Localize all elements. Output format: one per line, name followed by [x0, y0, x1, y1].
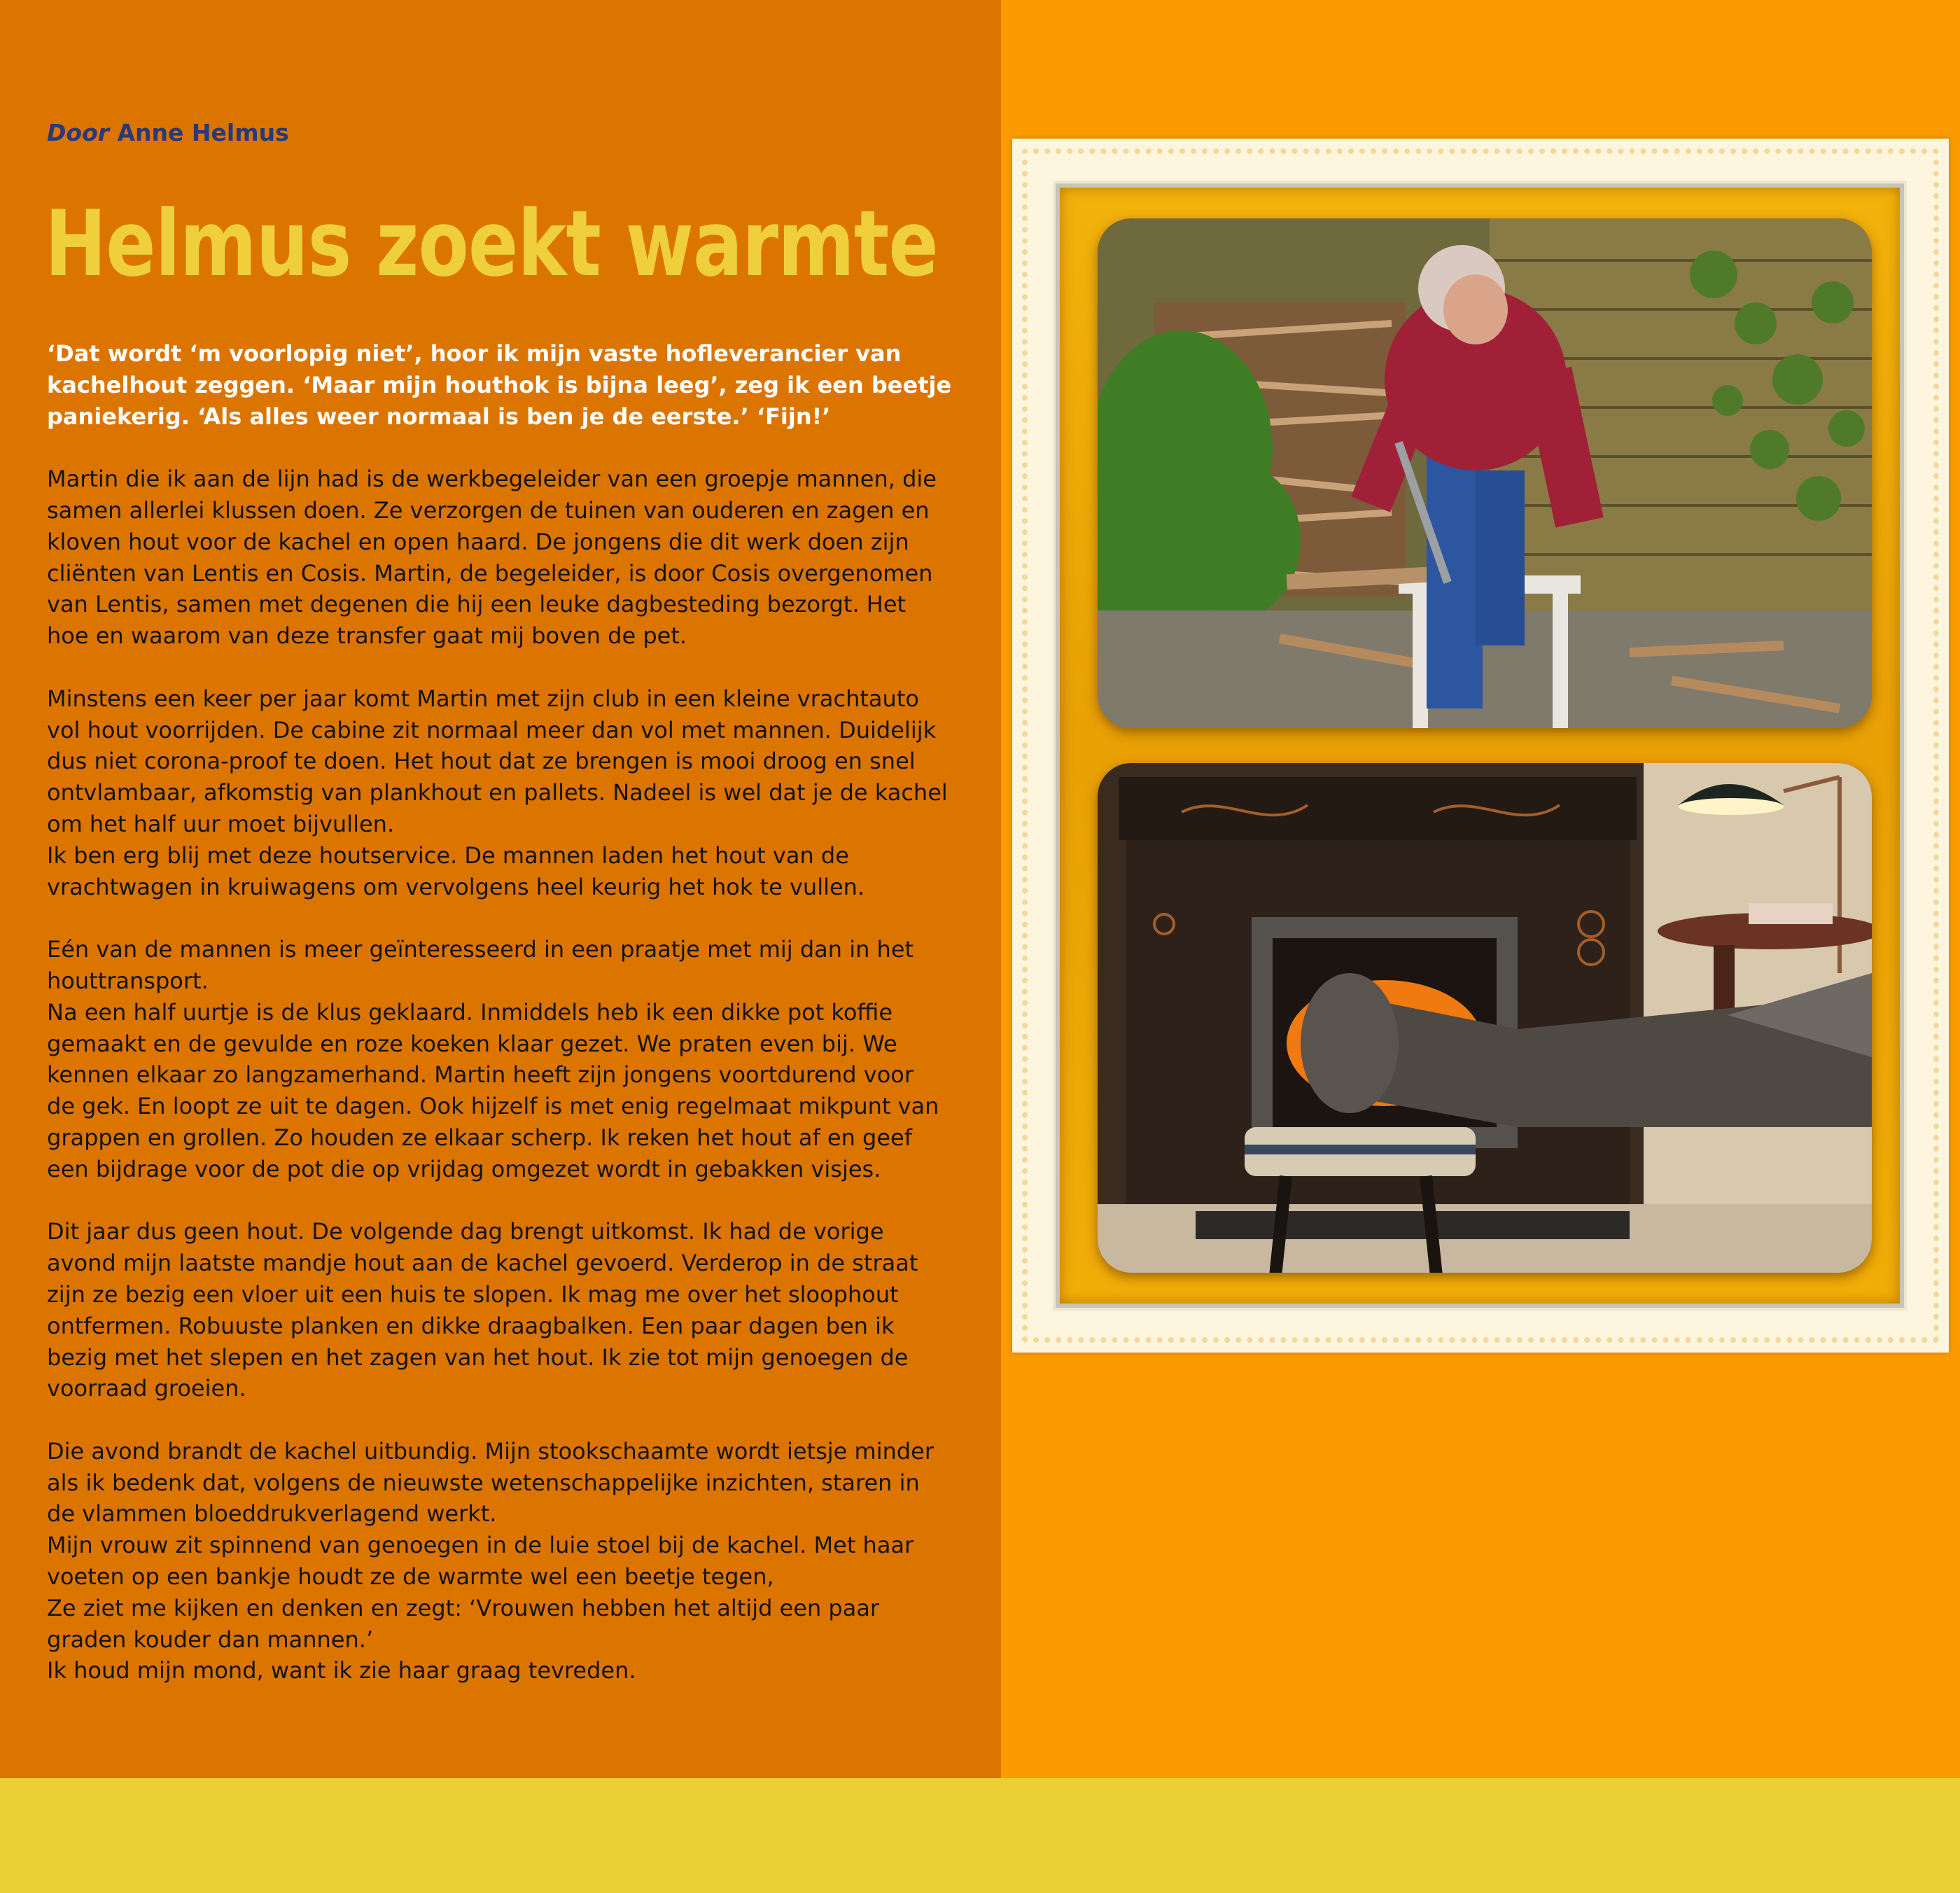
article-paragraph: Dit jaar dus geen hout. De volgende dag brengt uitkomst. Ik had de vorige avond mijn laatste mandje hout aan de kachel gevoerd. Verderop in de straat zijn ze bezig een vloer uit een huis te slopen. Ik mag me over het sloophout ontfermen. Robuuste planken en dikke draagbalken. Een paar dagen ben ik bezig met het slepen en het zagen van het hout. Ik zie tot mijn genoegen de voorraad groeien. — [47, 1218, 918, 1402]
stamp-frame — [1012, 139, 1949, 1353]
byline — [47, 119, 289, 146]
fireplace-illustration — [1098, 763, 1872, 1273]
article-paragraph: Minstens een keer per jaar komt Martin met zijn club in een kleine vrachtauto vol hout voorrijden. De cabine zit normaal meer dan vol met mannen. Duidelijk dus niet corona-proof te doen. Het hout dat ze brengen is mooi droog en snel ontvlambaar, afkomstig van plankhout en pallets. Nadeel is wel dat je de kachel om het half uur moet bijvullen. Ik ben erg blij met deze houtservice. De mannen laden het hout van de vrachtwagen in kruiwagens om vervolgens heel keurig het hok te vullen. — [47, 685, 948, 900]
article-lead: ‘Dat wordt ‘m voorlopig niet’, hoor ik mijn vaste hofleverancier van kachelhout zeggen. ‘Maar mijn houthok is bijna leeg’, zeg ik een beetje paniekerig. ‘Als alles weer normaal is ben je de eerste.’ ‘Fijn!’ — [47, 340, 952, 430]
feet-by-fireplace-photo — [1098, 763, 1872, 1273]
stamp-inner-frame — [1056, 183, 1904, 1308]
man-sawing-wood-photo — [1098, 218, 1872, 728]
byline-prefix: Door — [47, 119, 110, 146]
footer-band — [0, 1778, 1960, 1893]
page-title: Helmus zoekt warmte — [45, 190, 938, 297]
article-paragraph: Die avond brandt de kachel uitbundig. Mijn stookschaamte wordt ietsje minder als ik bedenk dat, volgens de nieuwste wetenschappelijke inzichten, staren in de vlammen bloeddrukverlagend werkt. Mijn vrouw zit spinnend van genoegen in de luie stoel bij de kachel. Met haar voeten op een bankje houdt ze de warmte wel een beetje tegen, Ze ziet me kijken en denken en zegt: ‘Vrouwen hebben het altijd een paar graden kouder dan mannen.’ Ik houd mijn mond, want ik zie haar graag tevreden. — [47, 1437, 934, 1684]
article-paragraph: Eén van de mannen is meer geïnteresseerd in een praatje met mij dan in het houttransport. Na een half uurtje is de klus geklaard. Inmiddels heb ik een dikke pot koffie gemaakt en de gevulde en roze koeken klaar gezet. We praten even bij. We kennen elkaar zo langzamerhand. Martin heeft zijn jongens voortdurend voor de gek. En loopt ze uit te dagen. Ook hijzelf is met enig regelmaat mikpunt van grappen en grollen. Zo houden ze elkaar scherp. Ik reken het hout af en geef een bijdrage voor de pot die op vrijdag omgezet wordt in gebakken visjes. — [47, 936, 939, 1182]
article-body — [47, 338, 971, 1718]
article-paragraph: Martin die ik aan de lijn had is de werkbegeleider van een groepje mannen, die samen allerlei klussen doen. Ze verzorgen de tuinen van ouderen en zagen en kloven hout voor de kachel en open haard. De jongens die dit werk doen zijn cliënten van Lentis en Cosis. Martin, de begeleider, is door Cosis overgenomen van Lentis, samen met degenen die hij een leuke dagbesteding bezorgt. Het hoe en waarom van deze transfer gaat mij boven de pet. — [47, 466, 937, 650]
man-sawing-wood-illustration — [1098, 218, 1872, 728]
byline-author: Anne Helmus — [117, 119, 289, 146]
